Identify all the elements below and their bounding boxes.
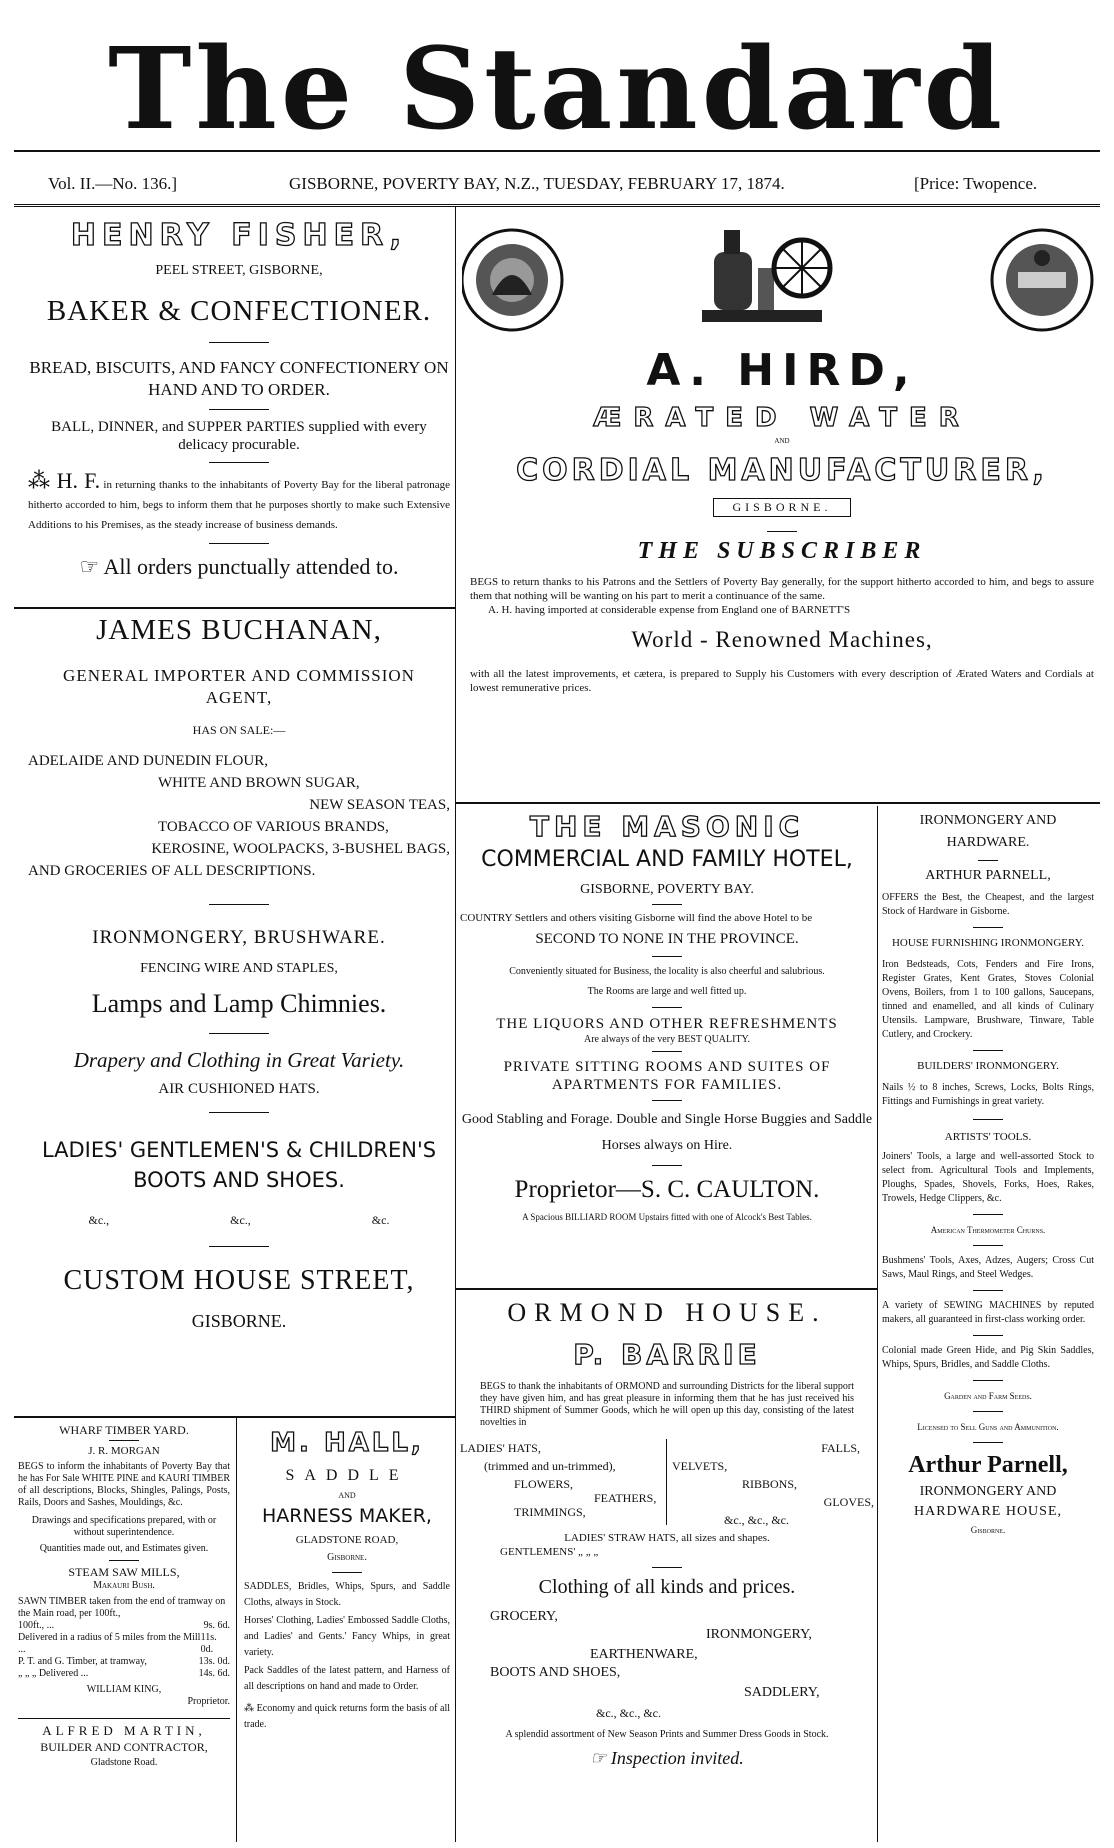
divider [973,1245,1003,1246]
buchanan-trade: GENERAL IMPORTER AND COMMISSION AGENT, [63,666,415,707]
medal-right-icon [992,230,1092,330]
divider [109,1440,139,1441]
martin-address: Gladstone Road. [90,1757,158,1768]
item: FALLS, [821,1441,860,1455]
morgan-body: BEGS to inform the inhabitants of Poverty Bay that he has For Sale WHITE PINE and KAURI TIMBER of all descriptions, Blocks, Shingles, Palings, Posts, Rails, Doors and Sashes, Mouldings, &c. [18,1461,230,1508]
item: (trimmed and un-trimmed), [484,1459,616,1473]
column-divider [877,806,878,1842]
item: &c., &c., &c. [724,1513,789,1527]
item: GLOVES, [823,1495,874,1509]
parnell-house: HOUSE FURNISHING IRONMONGERY. [891,937,1084,949]
divider [767,531,797,532]
ormond-clothing: Clothing of all kinds and prices. [538,1576,796,1598]
rate-row [18,1632,230,1656]
divider [973,1290,1003,1291]
ormond-p1: BEGS to thank the inhabitants of ORMOND and surrounding Districts for the liberal support they have given him, and has great pleasure in informing them that he has just received his THIRD shipment of Summer Goods, which he will open up this day, consisting of the latest novelties in [480,1381,854,1428]
goods-item: SADDLERY, [744,1685,820,1700]
parnell-artists: ARTISTS' TOOLS. [944,1131,1032,1143]
masonic-p2: Conveniently situated for Business, the locality is also cheerful and salubrious. [509,966,825,977]
parnell-name: ARTHUR PARNELL, [925,868,1051,883]
henry-fisher-ad [28,206,450,580]
ormond-items [460,1439,874,1531]
rate-price: 13s. 0d. [198,1656,230,1667]
dateline [14,166,1100,207]
divider [973,1335,1003,1336]
hird-machines: World - Renowned Machines, [631,627,933,652]
parnell-colonial: Colonial made Green Hide, and Pig Skin Saddles, Whips, Spurs, Bridles, and Saddle Cloths. [882,1345,1094,1370]
morgan-drawings: Drawings and specifications prepared, with or without superintendence. [31,1515,217,1538]
parnell-builders: BUILDERS' IRONMONGERY. [917,1060,1059,1072]
goods-item: NEW SEASON TEAS, [309,797,450,813]
fisher-footer: ☞ All orders punctually attended to. [79,554,399,579]
morgan-mills: STEAM SAW MILLS, [68,1565,180,1579]
newspaper-title: The Standard [108,24,1006,155]
morgan-ad [18,1420,230,1769]
items-left [460,1439,656,1521]
fisher-hf: ⁂ H. F. [28,468,101,493]
m-hall-ad [244,1420,450,1733]
divider [209,904,269,905]
hall-p3: Pack Saddles of the latest pattern, and Harness of all descriptions on hand and made to Order. [244,1665,450,1692]
divider [209,409,269,410]
morgan-quantities: Quantities made out, and Estimates given. [39,1543,209,1554]
divider [209,462,269,463]
ormond-name: ORMOND HOUSE. [507,1298,827,1327]
ormond-owner: P. BARRIE [573,1338,761,1371]
divider [973,1380,1003,1381]
buchanan-street: CUSTOM HOUSE STREET, [63,1265,415,1296]
section-rule [14,607,455,609]
hird-town: GISBORNE. [713,498,850,517]
masonic-p3: The Rooms are large and well fitted up. [587,986,747,997]
fisher-thanks-block [28,468,450,535]
divider [973,1442,1003,1443]
masonic-quality: Are always of the very BEST QUALITY. [584,1034,750,1045]
morgan-sawn: SAWN TIMBER taken from the end of tramway on the Main road, per 100ft., [18,1596,226,1619]
divider [209,342,269,343]
divider [652,1567,682,1568]
item: FLOWERS, [514,1477,574,1491]
rate-label: Delivered in a radius of 5 miles from the Mill ... [18,1632,201,1655]
morgan-heading: WHARF TIMBER YARD. [59,1423,189,1437]
divider [209,1033,269,1034]
buchanan-iron: IRONMONGERY, BRUSHWARE. [92,927,386,948]
buchanan-goods [28,750,450,882]
divider [209,543,269,544]
parnell-seeds: Garden and Farm Seeds. [944,1391,1032,1401]
divider [209,1246,269,1247]
masonic-place: GISBORNE, POVERTY BAY. [580,882,754,897]
parnell-churns: American Thermometer Churns. [930,1225,1046,1235]
masonic-sub: COMMERCIAL AND FAMILY HOTEL, [481,847,853,872]
parnell-offers: OFFERS the Best, the Cheapest, and the largest Stock of Hardware in Gisborne. [882,892,1094,917]
parnell-heading: IRONMONGERY AND HARDWARE. [919,813,1057,850]
ormond-prints: A splendid assortment of New Season Prints and Summer Dress Goods in Stock. [505,1729,829,1740]
buchanan-boots: LADIES' GENTLEMEN'S & CHILDREN'S BOOTS AND SHOES. [41,1138,437,1192]
rate-price: 11s. 0d. [200,1632,217,1655]
hall-p4: ⁂ Economy and quick returns form the basis of all trade. [244,1703,450,1730]
masonic-stabling: Good Stabling and Forage. Double and Single Horse Buggies and Saddle Horses always on Hire. [461,1112,873,1153]
divider [652,1100,682,1101]
ormond-house-ad [460,1294,874,1769]
buchanan-lamps: Lamps and Lamp Chimnies. [91,989,387,1018]
item: FEATHERS, [594,1491,657,1505]
parnell-house-body: Iron Bedsteads, Cots, Fenders and Fire Irons, Register Grates, Kent Grates, Stoves Colonial Ovens, Boilers, from 1 to 100 gallons, Saucepans, tinned and enamelled, and all kinds of Culinary Utensils. Lampware, Brushware, Tinware, Table Cutlery, and Crockery. [882,959,1094,1040]
goods-item: GROCERY, [490,1609,558,1624]
rates-list [18,1620,230,1680]
buchanan-fencing: FENCING WIRE AND STAPLES, [140,961,338,976]
goods-item: &c., &c., &c. [596,1706,661,1720]
fisher-trade: BAKER & CONFECTIONER. [46,295,432,327]
masthead [14,10,1100,155]
parnell-artists-body: Joiners' Tools, a large and well-assorted Stock to select from. Agricultural Tools and Implements, Ploughs, Spades, Shovels, Forks, Hoes, Rakes, Trowels, Hedge Clippers, &c. [882,1151,1094,1204]
goods-item: TOBACCO OF VARIOUS BRANDS, [158,819,389,835]
parnell-footer-town: Gisborne. [970,1525,1006,1535]
masonic-name: THE MASONIC [529,810,805,843]
ormond-goods [460,1605,874,1725]
rate-price: 14s. 6d. [198,1668,230,1679]
item: LADIES' HATS, [460,1441,541,1455]
james-buchanan-ad [28,612,450,1332]
goods-item: WHITE AND BROWN SUGAR, [158,775,360,791]
morgan-name: J. R. MORGAN [88,1445,160,1457]
hird-name: A. HIRD, [646,345,918,396]
hall-harness: HARNESS MAKER, [262,1505,432,1527]
rate-label: P. T. and G. Timber, at tramway, [18,1656,147,1667]
section-rule [455,802,1100,804]
rate-label: 100ft., ... [18,1620,55,1631]
rate-row [18,1656,230,1668]
hird-p2: A. H. having imported at considerable expense from England one of BARNETT'S [488,604,851,616]
goods-item: EARTHENWARE, [590,1647,698,1662]
ormond-inspection: ☞ Inspection invited. [590,1748,744,1768]
divider [973,1411,1003,1412]
divider [973,1119,1003,1120]
buchanan-town: GISBORNE. [191,1311,287,1331]
hall-p2: Horses' Clothing, Ladies' Embossed Saddle Cloths, and Ladies' and Gents.' Fancy Whips, in great variety. [244,1615,450,1658]
divider [332,1572,362,1573]
rate-row [18,1620,230,1632]
masonic-hotel-ad [460,806,874,1222]
morgan-bush: Makauri Bush. [93,1580,155,1591]
divider [978,860,998,861]
hird-aerated: ÆRATED WATER [593,403,971,433]
hird-cordial: CORDIAL MANUFACTURER, [516,453,1048,488]
hall-p1: SADDLES, Bridles, Whips, Spurs, and Saddle Cloths, always in Stock. [244,1581,450,1608]
divider [109,1560,139,1561]
rate-row [18,1668,230,1680]
divider [652,1007,682,1008]
divider [973,1214,1003,1215]
parnell-guns: Licensed to Sell Guns and Ammunition. [917,1422,1059,1432]
divider [652,1165,682,1166]
item: TRIMMINGS, [514,1505,586,1519]
section-rule [455,1288,877,1290]
fisher-name: HENRY FISHER, [70,218,408,253]
arthur-parnell-ad [882,806,1094,1537]
hird-illustrations [462,210,1102,345]
machine-icon [702,230,830,322]
place-date: GISBORNE, POVERTY BAY, N.Z., TUESDAY, FEBRUARY 17, 1874. [289,174,785,193]
morgan-proprietor-role: Proprietor. [187,1696,230,1707]
goods-item: ADELAIDE AND DUNEDIN FLOUR, [28,753,268,769]
fisher-line1: BREAD, BISCUITS, AND FANCY CONFECTIONERY ON HAND AND TO ORDER. [29,358,449,399]
medal-left-icon [462,230,562,330]
goods-item: AND GROCERIES OF ALL DESCRIPTIONS. [28,863,316,879]
hall-and: AND [338,1491,356,1500]
masonic-billiard: A Spacious BILLIARD ROOM Upstairs fitted with one of Alcock's Best Tables. [522,1212,812,1222]
goods-item: KEROSINE, WOOLPACKS, 3-BUSHEL BAGS, [151,841,450,857]
fisher-thanks: in returning thanks to the inhabitants of Poverty Bay for the liberal patronage hitherto accorded to him, begs to inform them that he purposes shortly to make such Extensive Additions to his Premises, as the steady increase of business demands. [28,479,450,531]
divider [973,1050,1003,1051]
hird-p3: with all the latest improvements, et cætera, is prepared to Supply his Customers with every description of Ærated Waters and Cordials at lowest remunerative prices. [470,668,1094,694]
martin-name: ALFRED MARTIN, [42,1723,206,1738]
buchanan-name: JAMES BUCHANAN, [96,614,382,646]
divider [652,956,682,957]
martin-trade: BUILDER AND CONTRACTOR, [40,1740,208,1754]
rate-price: 9s. 6d. [203,1620,230,1631]
masonic-proprietor: Proprietor—S. C. CAULTON. [514,1176,820,1203]
hird-ad [462,210,1102,800]
masonic-p1: COUNTRY Settlers and others visiting Gisborne will find the above Hotel to be [460,912,813,924]
hall-saddle: SADDLE [285,1467,409,1484]
hall-town: Gisborne. [327,1552,367,1563]
price: [Price: Twopence. [914,174,1038,193]
rate-label: „ „ „ Delivered ... [18,1668,89,1679]
goods-item: IRONMONGERY, [706,1627,812,1642]
hird-town-wrap [462,498,1102,517]
buchanan-drapery: Drapery and Clothing in Great Variety. [73,1048,405,1072]
parnell-footer-house: HARDWARE HOUSE, [914,1504,1062,1519]
etc-text: &c., [230,1213,251,1227]
masonic-rooms: PRIVATE SITTING ROOMS AND SUITES OF APARTMENTS FOR FAMILIES. [503,1059,831,1093]
buchanan-etc [28,1213,450,1228]
fisher-line2: BALL, DINNER, and SUPPER PARTIES supplied with every delicacy procurable. [51,419,427,453]
column-divider [455,206,456,1842]
hall-road: GLADSTONE ROAD, [295,1534,399,1546]
parnell-sewing: A variety of SEWING MACHINES by reputed makers, all guaranteed in first-class working order. [882,1300,1094,1325]
item: RIBBONS, [742,1477,798,1491]
ormond-gents: GENTLEMENS' „ „ „ [500,1546,599,1558]
column-divider [666,1439,667,1525]
parnell-footer-trade: IRONMONGERY AND [919,1484,1057,1499]
section-rule [18,1718,230,1719]
items-right [672,1439,874,1529]
etc-text: &c., [88,1213,110,1227]
divider [652,1051,682,1052]
morgan-proprietor: WILLIAM KING, [86,1684,162,1695]
divider [209,1112,269,1113]
parnell-builders-body: Nails ½ to 8 inches, Screws, Locks, Bolts Rings, Fittings and Furnishings in great variety. [882,1082,1094,1107]
masonic-liquors: THE LIQUORS AND OTHER REFRESHMENTS [496,1016,838,1032]
hall-name: M. HALL, [270,1428,424,1458]
ormond-straw: LADIES' STRAW HATS, all sizes and shapes. [564,1532,770,1544]
buchanan-on-sale: HAS ON SALE:— [192,723,286,737]
column-divider [236,1416,237,1842]
fisher-address: PEEL STREET, GISBORNE, [155,263,323,278]
item: VELVETS, [672,1459,728,1473]
masonic-second: SECOND TO NONE IN THE PROVINCE. [535,931,799,947]
hird-and: AND [774,437,790,445]
divider [973,927,1003,928]
hird-subscriber: THE SUBSCRIBER [637,538,927,564]
section-rule [14,1416,455,1418]
etc-text: &c. [371,1213,390,1227]
hird-p1: BEGS to return thanks to his Patrons and the Settlers of Poverty Bay generally, for the support hitherto accorded to him, and begs to assure them that nothing will be wanting on his part to merit a continuance of the same. [470,576,1094,602]
parnell-footer-name: Arthur Parnell, [908,1452,1068,1478]
volume-number: Vol. II.—No. 136.] [48,174,178,193]
goods-item: BOOTS AND SHOES, [490,1665,621,1680]
buchanan-hats: AIR CUSHIONED HATS. [158,1081,320,1097]
divider [652,904,682,905]
parnell-bushmen: Bushmens' Tools, Axes, Adzes, Augers; Cross Cut Saws, Maul Rings, and Steel Wedges. [882,1255,1094,1280]
